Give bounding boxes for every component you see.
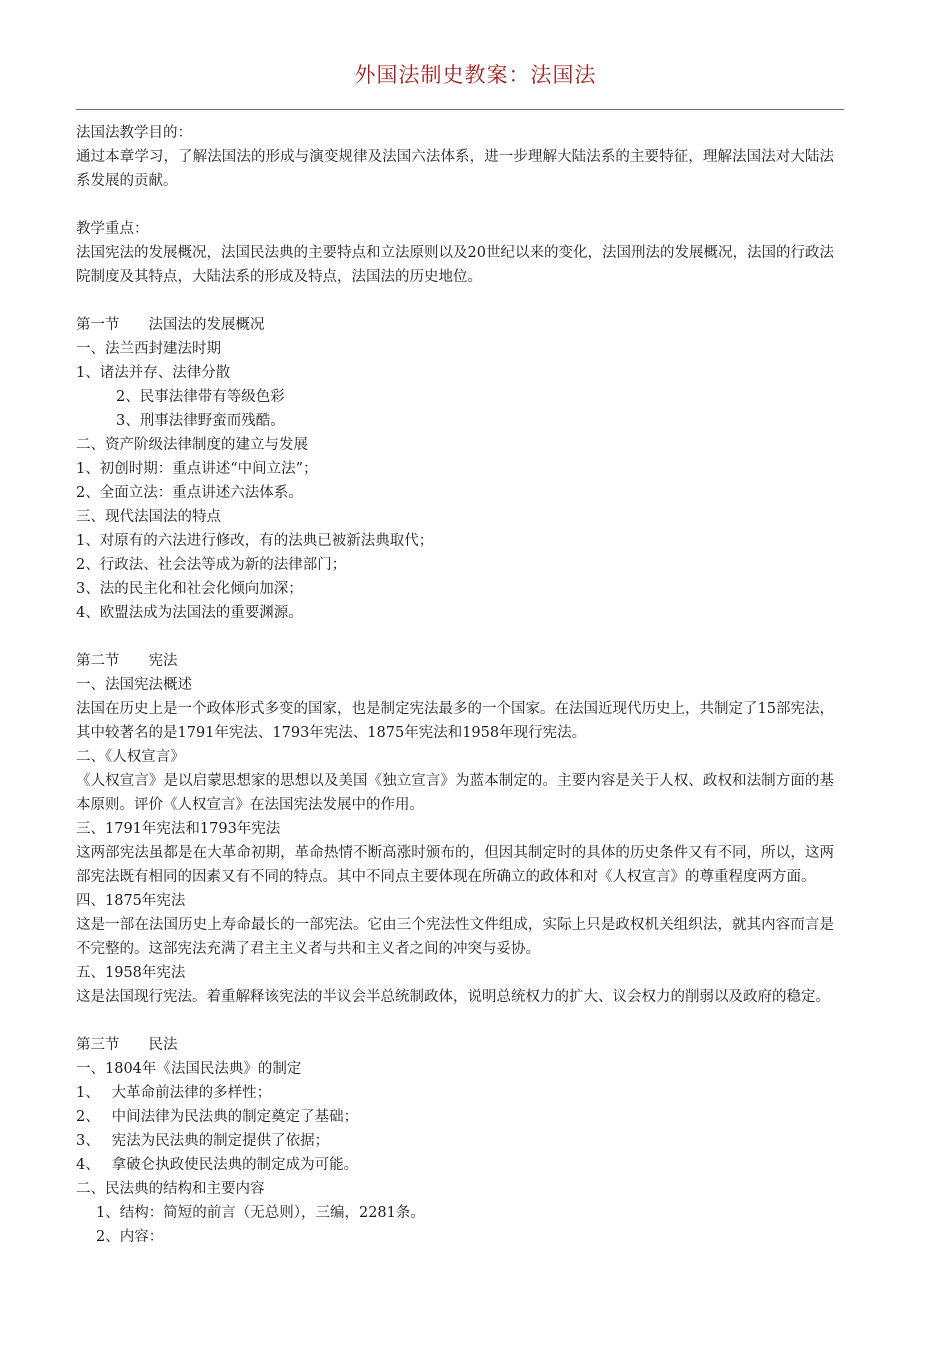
document-body (76, 121, 834, 1249)
section3-item: 2、内容： (96, 1229, 164, 1245)
section1-heading: 第一节 法国法的发展概况 (76, 317, 265, 333)
section1-item: 3、法的民主化和社会化倾向加深； (76, 581, 303, 597)
spacer (76, 625, 834, 649)
goal-text: 通过本章学习，了解法国法的形成与演变规律及法国六法体系，进一步理解大陆法系的主要特征，理解法国法对大陆法系发展的贡献。 (76, 149, 834, 189)
section2-subheading: 一、法国宪法概述 (76, 677, 192, 693)
focus-heading: 教学重点： (76, 221, 149, 237)
section3-item: 2、 中间法律为民法典的制定奠定了基础； (76, 1109, 359, 1125)
section2-subheading: 三、1791年宪法和1793年宪法 (76, 821, 281, 837)
spacer (76, 289, 834, 313)
focus-text: 法国宪法的发展概况，法国民法典的主要特点和立法原则以及20世纪以来的变化，法国刑法的发展概况，法国的行政法院制度及其特点，大陆法系的形成及特点，法国法的历史地位。 (76, 245, 834, 285)
section2-paragraph: 这两部宪法虽都是在大革命初期，革命热情不断高涨时颁布的，但因其制定时的具体的历史条件又有不同，所以，这两部宪法既有相同的因素又有不同的特点。其中不同点主要体现在所确立的政体和对《人权宣言》的尊重程度两方面。 (76, 845, 834, 885)
section2-paragraph: 这是法国现行宪法。着重解释该宪法的半议会半总统制政体，说明总统权力的扩大、议会权力的削弱以及政府的稳定。 (76, 989, 830, 1005)
section2-heading: 第二节 宪法 (76, 653, 178, 669)
goal-heading: 法国法教学目的： (76, 125, 192, 141)
section3-item: 1、 大革命前法律的多样性； (76, 1085, 272, 1101)
section3-subheading: 二、民法典的结构和主要内容 (76, 1181, 265, 1197)
section3-heading: 第三节 民法 (76, 1037, 178, 1053)
section1-subheading: 一、法兰西封建法时期 (76, 341, 221, 357)
section1-item: 1、对原有的六法进行修改，有的法典已被新法典取代； (76, 533, 434, 549)
section2-subheading: 四、1875年宪法 (76, 893, 186, 909)
title-divider (76, 109, 844, 110)
section3-item: 1、结构：简短的前言（无总则），三编，2281条。 (96, 1205, 425, 1221)
section1-item: 1、初创时期：重点讲述“中间立法”； (76, 461, 318, 477)
section1-subheading: 三、现代法国法的特点 (76, 509, 221, 525)
section3-item: 4、 拿破仑执政使民法典的制定成为可能。 (76, 1157, 359, 1173)
document-title: 外国法制史教案：法国法 (354, 63, 597, 87)
section1-item: 2、民事法律带有等级色彩 (116, 389, 285, 405)
section2-subheading: 五、1958年宪法 (76, 965, 186, 981)
section2-paragraph: 这是一部在法国历史上寿命最长的一部宪法。它由三个宪法性文件组成，实际上只是政权机关组织法，就其内容而言是不完整的。这部宪法充满了君主主义者与共和主义者之间的冲突与妥协。 (76, 917, 834, 957)
section2-paragraph: 《人权宣言》是以启蒙思想家的思想以及美国《独立宣言》为蓝本制定的。主要内容是关于人权、政权和法制方面的基本原则。评价《人权宣言》在法国宪法发展中的作用。 (76, 773, 834, 813)
spacer (76, 193, 834, 217)
section1-item: 1、诸法并存、法律分散 (76, 365, 231, 381)
section3-item: 3、 宪法为民法典的制定提供了依据； (76, 1133, 330, 1149)
spacer (76, 1009, 834, 1033)
section1-subheading: 二、资产阶级法律制度的建立与发展 (76, 437, 308, 453)
section1-item: 2、全面立法：重点讲述六法体系。 (76, 485, 303, 501)
section2-paragraph: 法国在历史上是一个政体形式多变的国家，也是制定宪法最多的一个国家。在法国近现代历史上，共制定了15部宪法，其中较著名的是1791年宪法、1793年宪法、1875年宪法和1958年现行宪法。 (76, 701, 834, 741)
section1-item: 4、欧盟法成为法国法的重要渊源。 (76, 605, 303, 621)
section3-subheading: 一、1804年《法国民法典》的制定 (76, 1061, 302, 1077)
section1-item: 2、行政法、社会法等成为新的法律部门； (76, 557, 347, 573)
section1-item: 3、刑事法律野蛮而残酷。 (116, 413, 285, 429)
section2-subheading: 二、《人权宣言》 (76, 749, 185, 765)
